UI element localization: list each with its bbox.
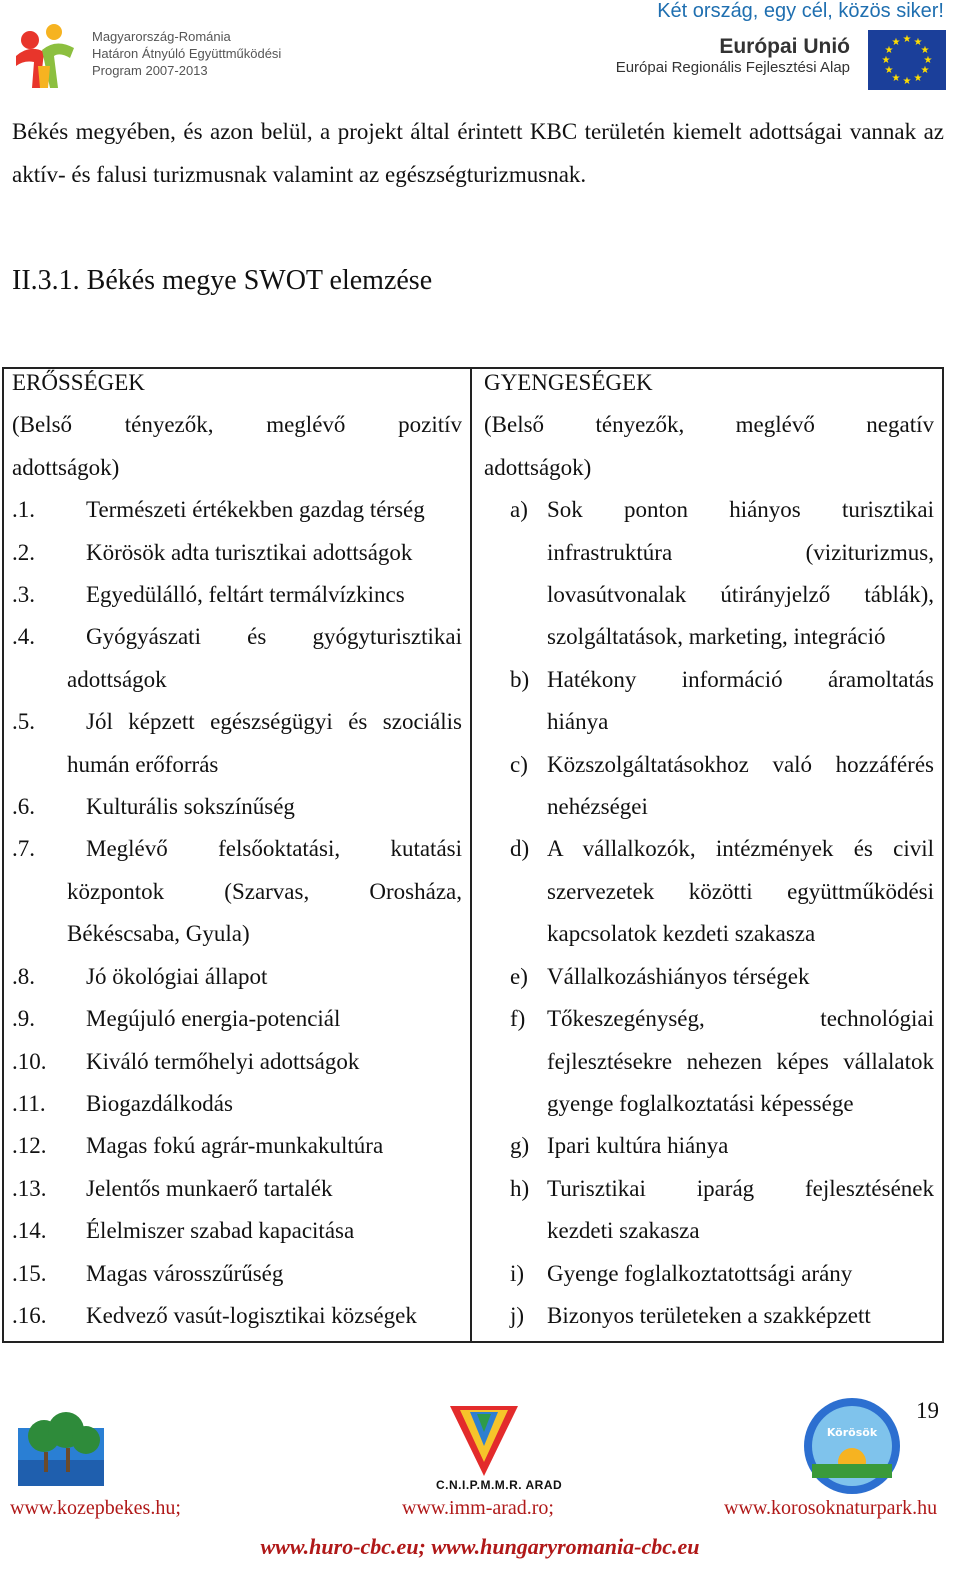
naturpark-logo [800, 1396, 904, 1496]
svg-text:★: ★ [913, 73, 923, 84]
weakness-text: Hatékony információ áramoltatás [547, 666, 934, 692]
svg-text:★: ★ [884, 45, 894, 56]
svg-text:★: ★ [920, 45, 930, 56]
strength-text: Meglévő felsőoktatási, kutatási [86, 836, 462, 862]
imm-arad-logo [444, 1400, 524, 1480]
weakness-text: Turisztikai iparág fejlesztésének [547, 1175, 934, 1201]
weakness-letter: h) [510, 1175, 530, 1201]
strengths-subtitle-line2: adottságok) [12, 454, 120, 480]
strength-item [12, 574, 462, 616]
strength-number: .2. [12, 539, 35, 565]
weaknesses-subtitle-line2: adottságok) [484, 454, 592, 480]
weakness-item: hiánya [547, 709, 609, 735]
eu-label [600, 35, 850, 76]
strength-number: .5. [12, 709, 35, 735]
weakness-item [484, 744, 934, 786]
program-line-1: Magyarország-Románia [92, 29, 231, 44]
svg-text:★: ★ [881, 55, 891, 66]
program-line-3: Program 2007-2013 [92, 63, 208, 78]
strength-item: adottságok [67, 666, 167, 692]
weakness-letter: g) [510, 1133, 530, 1159]
strength-number: .3. [12, 582, 35, 608]
strength-item: humán erőforrás [67, 751, 219, 777]
svg-text:★: ★ [920, 65, 930, 76]
weakness-letter: f) [510, 1006, 526, 1032]
strength-item [12, 616, 462, 658]
strength-number: .15. [12, 1260, 47, 1286]
strength-number: .11. [12, 1090, 46, 1116]
table-divider [470, 367, 472, 1343]
weakness-text: A vállalkozók, intézmények és civil [547, 836, 934, 862]
eu-flag-icon [868, 30, 946, 90]
weakness-item [484, 1295, 934, 1337]
strength-item [12, 1083, 462, 1125]
weakness-text: Sok ponton hiányos turisztikai [547, 497, 934, 523]
weakness-item [484, 828, 934, 870]
weakness-item: nehézségei [547, 794, 648, 820]
strength-item [12, 532, 462, 574]
weakness-text: Ipari kultúra hiánya [547, 1133, 729, 1159]
strength-text: Élelmiszer szabad kapacitása [86, 1218, 355, 1244]
strengths-column [12, 362, 462, 1337]
weakness-item: infrastruktúra (viziturizmus, [547, 539, 934, 565]
strength-item: központok (Szarvas, Orosháza, [67, 878, 462, 904]
strength-text: Biogazdálkodás [86, 1090, 233, 1116]
weakness-item [484, 956, 934, 998]
svg-text:★: ★ [902, 34, 912, 45]
strength-text: Jó ökológiai állapot [86, 963, 268, 989]
strengths-list [12, 489, 462, 1337]
program-line-2: Határon Átnyúló Együttműködési [92, 46, 282, 61]
svg-text:★: ★ [902, 76, 912, 87]
weakness-letter: j) [510, 1302, 525, 1328]
eu-title: Európai Unió [719, 35, 850, 58]
strength-number: .7. [12, 836, 35, 862]
strength-item [12, 1168, 462, 1210]
strength-text: Kiváló termőhelyi adottságok [86, 1048, 360, 1074]
strength-text: Magas fokú agrár-munkakultúra [86, 1133, 384, 1159]
weakness-item: szolgáltatások, marketing, integráció [547, 624, 886, 650]
strength-text: Természeti értékekben gazdag térség [86, 497, 425, 523]
weaknesses-title: GYENGESÉGEK [484, 370, 653, 395]
svg-text:★: ★ [891, 73, 901, 84]
weakness-text: Vállalkozáshiányos térségek [547, 963, 810, 989]
section-heading: II.3.1. Békés megye SWOT elemzése [12, 265, 433, 296]
strength-item [12, 1041, 462, 1083]
strength-number: .14. [12, 1218, 47, 1244]
strength-number: .10. [12, 1048, 47, 1074]
weakness-text: Tőkeszegénység, technológiai [547, 1006, 934, 1032]
footer-bottom-urls[interactable]: www.huro-cbc.eu; www.hungaryromania-cbc.eu [260, 1534, 700, 1559]
strength-text: Jól képzett egészségügyi és szociális [86, 709, 462, 735]
strength-number: .12. [12, 1133, 47, 1159]
weakness-item: kezdeti szakasza [547, 1218, 700, 1244]
kozepbekes-logo [14, 1400, 114, 1492]
strength-item [12, 828, 462, 870]
weakness-item: gyenge foglalkoztatási képessége [547, 1090, 854, 1116]
program-title [92, 28, 281, 79]
strengths-subtitle-line1: (Belső tényezők, meglévő pozitív [12, 412, 462, 438]
svg-text:★: ★ [891, 37, 901, 48]
weaknesses-column [484, 362, 934, 1337]
weakness-letter: e) [510, 963, 528, 989]
strength-item [12, 701, 462, 743]
weakness-letter: a) [510, 497, 528, 523]
weakness-item: lovasútvonalak útirányjelző táblák), [547, 582, 934, 608]
strength-text: Körösök adta turisztikai adottságok [86, 539, 413, 565]
strengths-title: ERŐSSÉGEK [12, 370, 145, 395]
strength-item [12, 1125, 462, 1167]
footer-url-naturpark[interactable]: www.korosoknaturpark.hu [724, 1497, 938, 1519]
weakness-letter: d) [510, 836, 530, 862]
strength-item [12, 1210, 462, 1252]
svg-text:Körösök: Körösök [826, 1426, 878, 1439]
footer-url-kozepbekes[interactable]: www.kozepbekes.hu; [10, 1497, 181, 1519]
weaknesses-subtitle-line1: (Belső tényezők, meglévő negatív [484, 412, 934, 438]
weakness-text: Közszolgáltatásokhoz való hozzáférés [547, 751, 934, 777]
weakness-letter: i) [510, 1260, 525, 1286]
strength-text: Kedvező vasút-logisztikai községek [86, 1302, 417, 1328]
svg-text:★: ★ [923, 55, 933, 66]
strength-number: .9. [12, 1006, 35, 1032]
weakness-item [484, 1125, 934, 1167]
huro-program-logo [10, 22, 82, 92]
strength-text: Megújuló energia-potenciál [86, 1006, 341, 1032]
strength-text: Magas városszűrűség [86, 1260, 284, 1286]
strength-item [12, 786, 462, 828]
intro-paragraph: Békés megyében, és azon belül, a projekt által érintett KBC területén kiemelt adottságai vannak az aktív- és falusi turizmusnak valamint az egészségturizmusnak. [12, 119, 944, 187]
weakness-letter: b) [510, 666, 530, 692]
strength-item: Békéscsaba, Gyula) [67, 921, 250, 947]
strength-item [12, 1253, 462, 1295]
eu-subtitle: Európai Regionális Fejlesztési Alap [615, 59, 850, 76]
weakness-item: szervezetek közötti együttműködési [547, 878, 934, 904]
weakness-item [484, 489, 934, 531]
weakness-item [484, 1253, 934, 1295]
weakness-item: kapcsolatok kezdeti szakasza [547, 921, 816, 947]
svg-text:★: ★ [884, 65, 894, 76]
strength-item [12, 489, 462, 531]
footer-url-imm-arad[interactable]: www.imm-arad.ro; [402, 1497, 554, 1519]
strength-item [12, 998, 462, 1040]
strength-text: Egyedülálló, feltárt termálvízkincs [86, 582, 405, 608]
strength-number: .8. [12, 963, 35, 989]
strength-number: .13. [12, 1175, 47, 1201]
strength-number: .6. [12, 794, 35, 820]
strength-number: .4. [12, 624, 35, 650]
strength-text: Kulturális sokszínűség [86, 794, 295, 820]
weakness-item [484, 1168, 934, 1210]
slogan-text: Két ország, egy cél, közös siker! [657, 0, 944, 22]
weaknesses-list [484, 489, 934, 1337]
strength-text: Gyógyászati és gyógyturisztikai [86, 624, 462, 650]
strength-item [12, 1295, 462, 1337]
strength-text: Jelentős munkaerő tartalék [86, 1175, 333, 1201]
strength-number: .16. [12, 1302, 47, 1328]
weakness-letter: c) [510, 751, 528, 777]
weakness-item [484, 998, 934, 1040]
weakness-text: Gyenge foglalkoztatottsági arány [547, 1260, 853, 1286]
strength-number: .1. [12, 497, 35, 523]
page-number: 19 [916, 1398, 939, 1423]
weakness-item [484, 659, 934, 701]
arad-label: C.N.I.P.M.M.R. ARAD [436, 1478, 563, 1492]
weakness-text: Bizonyos területeken a szakképzett [547, 1302, 871, 1328]
svg-text:★: ★ [913, 37, 923, 48]
weakness-item: fejlesztésekre nehezen képes vállalatok [547, 1048, 934, 1074]
strength-item [12, 956, 462, 998]
